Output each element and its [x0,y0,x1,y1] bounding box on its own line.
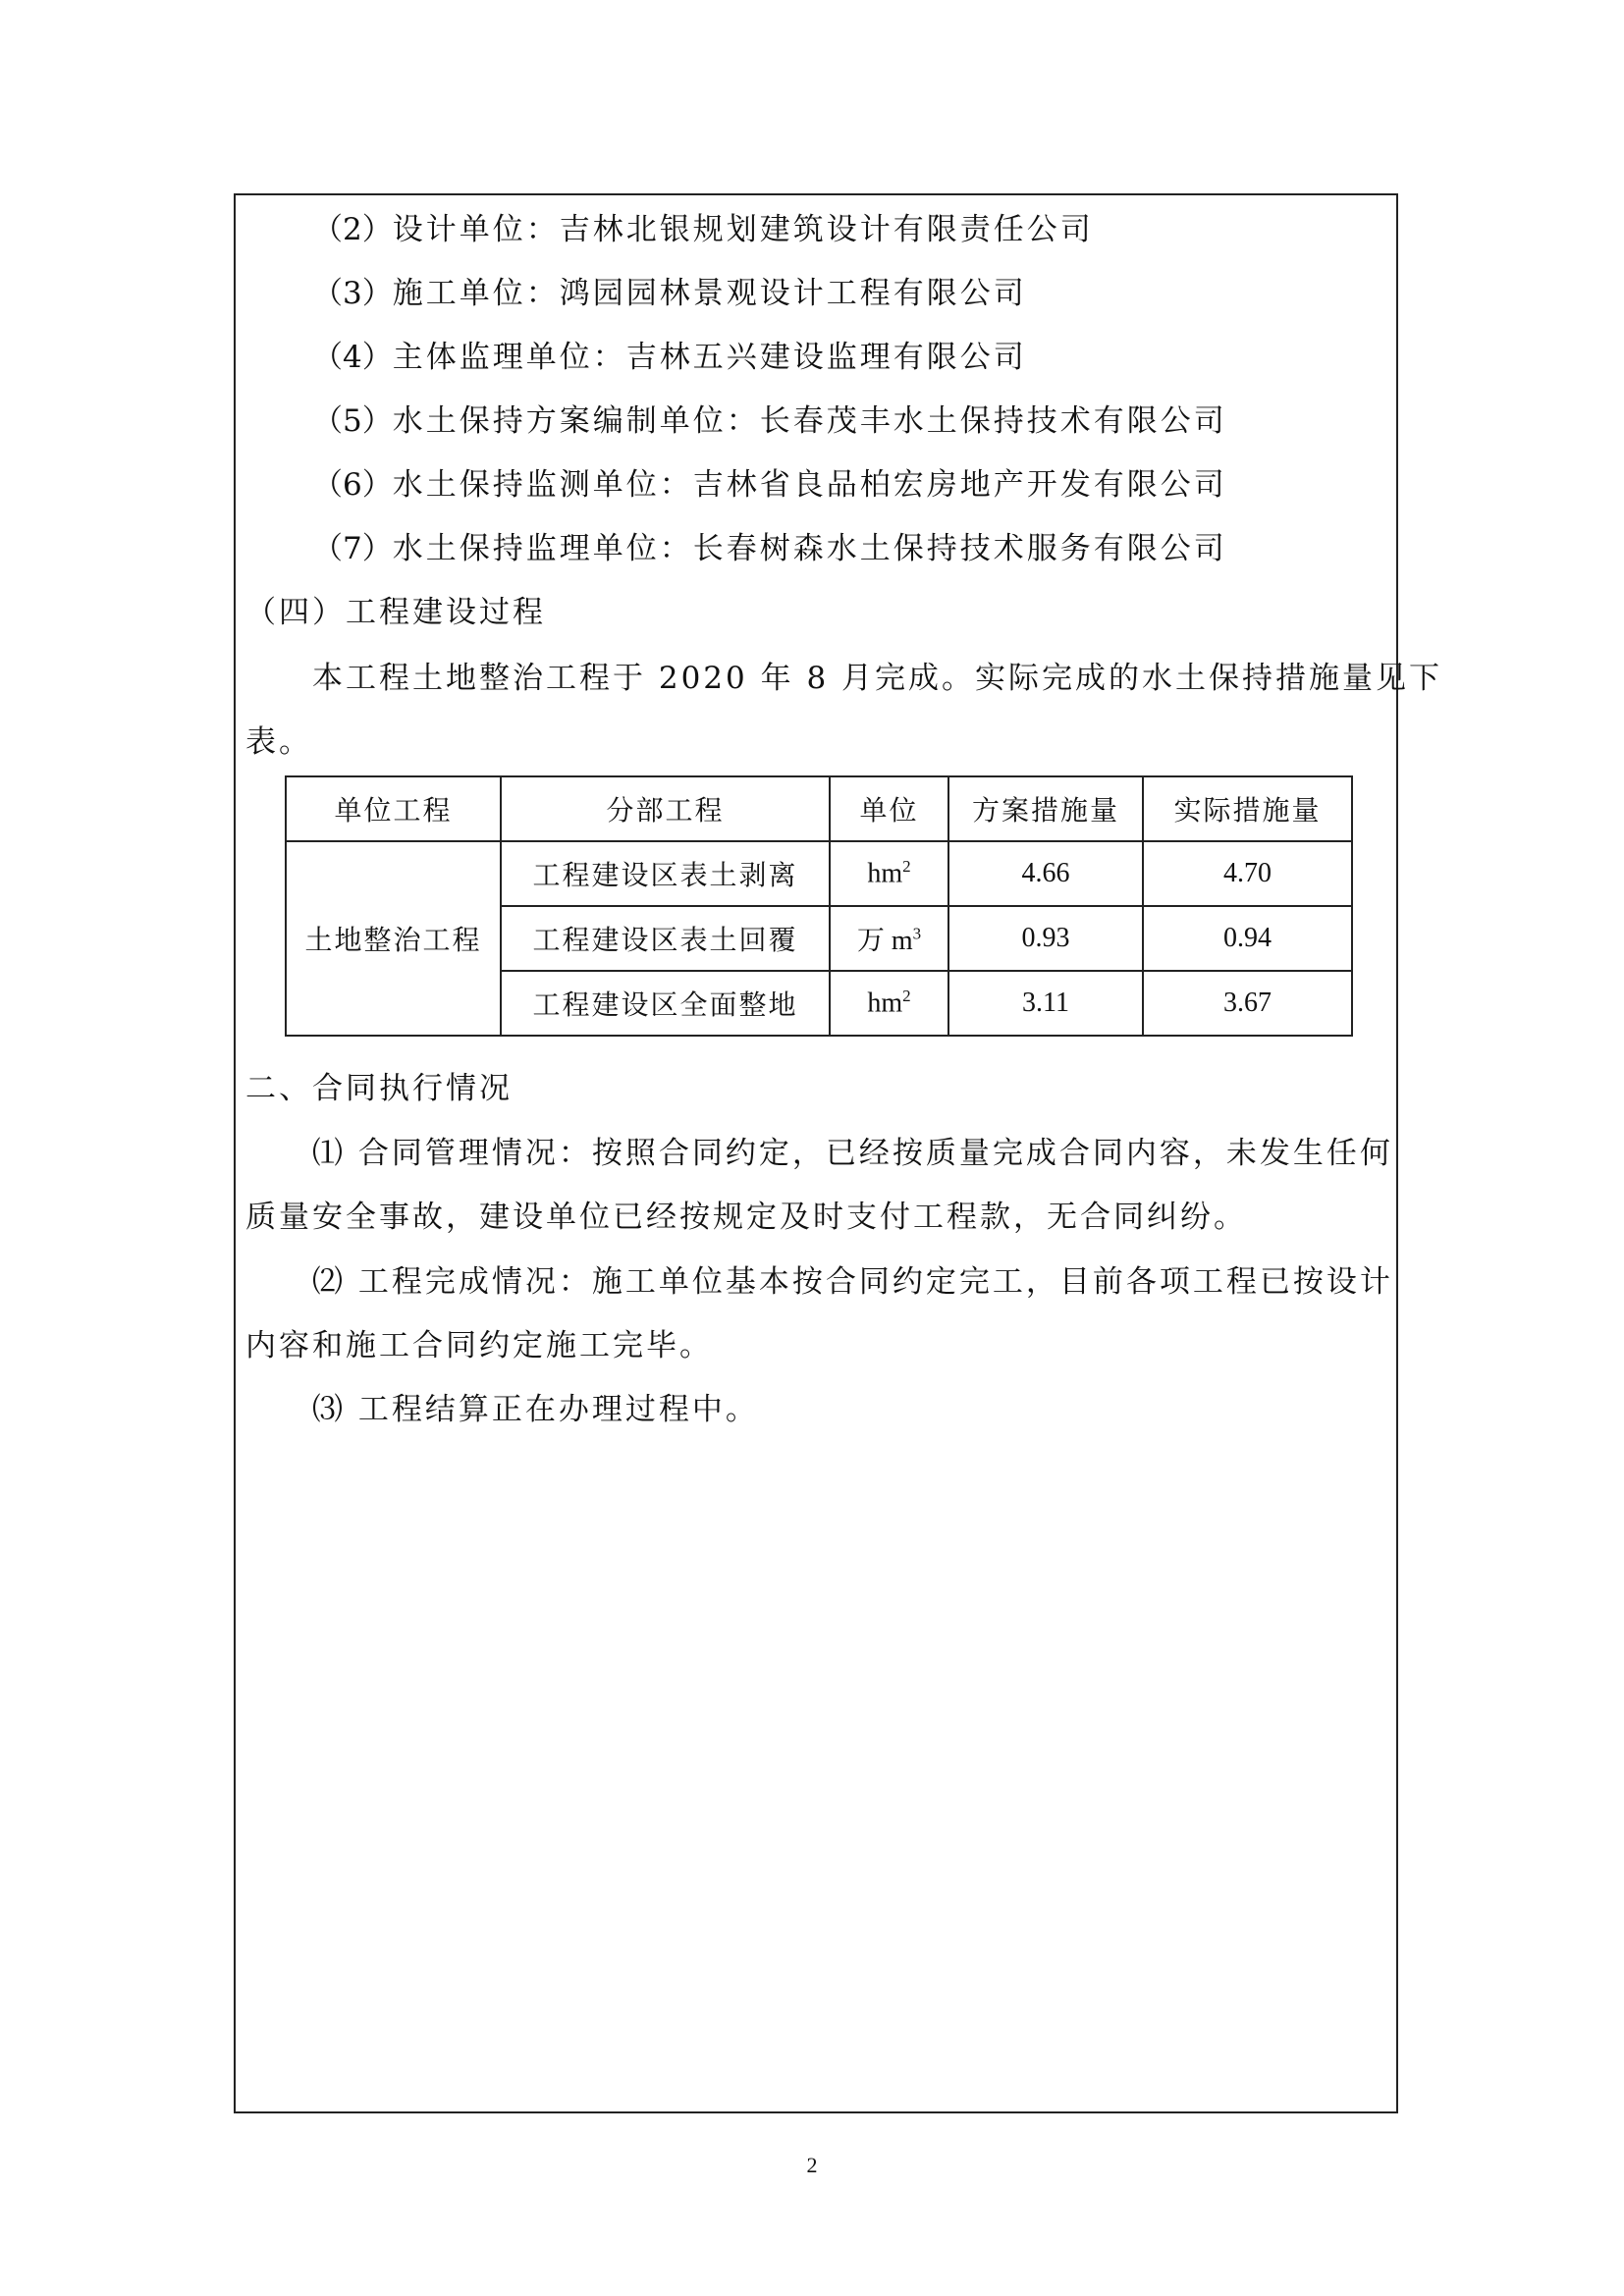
header-actual-quantity: 实际措施量 [1143,776,1352,841]
measures-table [285,775,1353,1037]
section-heading-construction-process: （四）工程建设过程 [245,595,546,630]
cell-sub-project: 工程建设区表土剥离 [501,841,830,906]
header-unit-project: 单位工程 [286,776,501,841]
cell-planned: 3.11 [948,971,1143,1036]
section-heading-contract-execution: 二、合同执行情况 [245,1071,513,1106]
unit-item-design: （2）设计单位：吉林北银规划建筑设计有限责任公司 [312,212,1094,247]
unit-item-wsc-supervision: （7）水土保持监理单位：长春树森水土保持技术服务有限公司 [312,531,1227,566]
cell-unit: $hm^2$ [830,841,948,906]
cell-sub-project: 工程建设区全面整地 [501,971,830,1036]
unit-item-plan-compiler: （5）水土保持方案编制单位：长春茂丰水土保持技术有限公司 [312,403,1227,439]
cell-actual: 4.70 [1143,841,1352,906]
header-sub-project: 分部工程 [501,776,830,841]
cell-unit: $hm^2$ [830,971,948,1036]
paragraph-construction-line2: 表。 [245,724,312,760]
table-header-row [286,776,1352,841]
cell-planned: 4.66 [948,841,1143,906]
header-planned-quantity: 方案措施量 [948,776,1143,841]
header-unit: 单位 [830,776,948,841]
unit-item-supervision: （4）主体监理单位：吉林五兴建设监理有限公司 [312,340,1027,375]
page-number: 2 [806,2153,818,2177]
cell-sub-project: 工程建设区表土回覆 [501,906,830,971]
cell-actual: 0.94 [1143,906,1352,971]
paragraph-completion-line1: ⑵ 工程完成情况：施工单位基本按合同约定完工，目前各项工程已按设计 [312,1264,1393,1300]
unit-item-construction: （3）施工单位：鸿园园林景观设计工程有限公司 [312,276,1027,311]
paragraph-completion-line2: 内容和施工合同约定施工完毕。 [245,1328,713,1363]
paragraph-construction-line1: 本工程土地整治工程于 2020 年 8 月完成。实际完成的水土保持措施量见下 [312,661,1443,696]
cell-actual: 3.67 [1143,971,1352,1036]
unit-item-monitoring: （6）水土保持监测单位：吉林省良品柏宏房地产开发有限公司 [312,467,1227,503]
paragraph-contract-management-line2: 质量安全事故，建设单位已经按规定及时支付工程款，无合同纠纷。 [245,1200,1247,1235]
paragraph-settlement: ⑶ 工程结算正在办理过程中。 [312,1392,759,1427]
table-row [286,841,1352,906]
cell-planned: 0.93 [948,906,1143,971]
cell-unit-project-group: 土地整治工程 [286,841,501,1036]
paragraph-contract-management-line1: ⑴ 合同管理情况：按照合同约定，已经按质量完成合同内容，未发生任何 [312,1136,1393,1171]
cell-unit: 万 $m^3$ [830,906,948,971]
